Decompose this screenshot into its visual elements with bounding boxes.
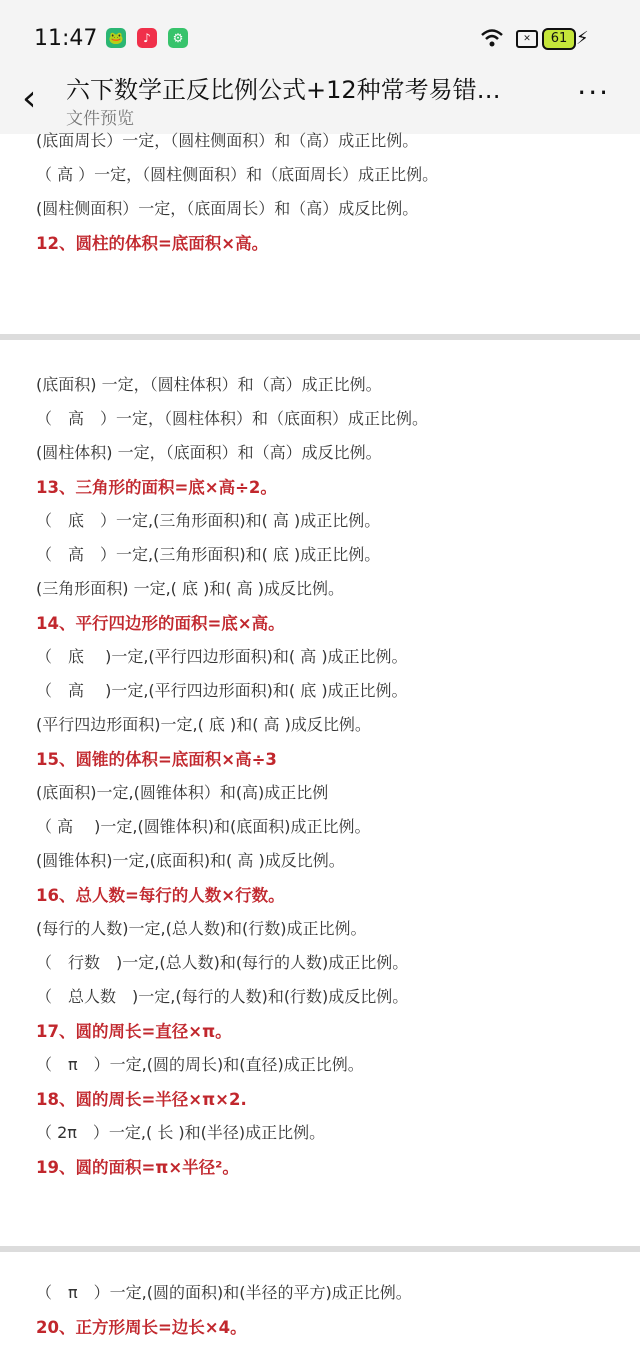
- text-line: （ 底 )一定,(平行四边形面积)和( 高 )成正比例。: [36, 647, 408, 666]
- text-line: (圆柱侧面积）一定，（底面周长）和（高）成反比例。: [36, 199, 419, 218]
- formula-heading: 16、总人数=每行的人数×行数。: [36, 886, 285, 905]
- document-page: [0, 131, 640, 334]
- document-page: [0, 340, 640, 1246]
- text-line: （ 高 ）一定，（圆柱体积）和（底面积）成正比例。: [36, 409, 429, 428]
- text-line: （ π ）一定,(圆的周长)和(直径)成正比例。: [36, 1055, 364, 1074]
- text-line: (底面周长）一定，（圆柱侧面积）和（高）成正比例。: [36, 131, 419, 150]
- charging-icon: ⚡: [576, 28, 589, 49]
- text-line: （ 高 ）一定,(三角形面积)和( 底 )成正比例。: [36, 545, 381, 564]
- battery-indicator: 61: [542, 28, 576, 50]
- formula-heading: 20、正方形周长=边长×4。: [36, 1318, 247, 1337]
- status-bar: [0, 0, 640, 64]
- formula-heading: 17、圆的周长=直径×π。: [36, 1022, 232, 1041]
- formula-heading: 19、圆的面积=π×半径²。: [36, 1158, 239, 1177]
- app-notification-icon: 🐸: [106, 28, 126, 48]
- formula-heading: 14、平行四边形的面积=底×高。: [36, 614, 285, 633]
- formula-heading: 15、圆锥的体积=底面积×高÷3: [36, 750, 277, 769]
- formula-heading: 12、圆柱的体积=底面积×高。: [36, 234, 269, 253]
- text-line: (平行四边形面积)一定,( 底 )和( 高 )成反比例。: [36, 715, 371, 734]
- text-line: （ 高 ）一定，（圆柱侧面积）和（底面周长）成正比例。: [36, 165, 439, 184]
- document-page: [0, 1252, 640, 1351]
- text-line: （ 高 )一定,(平行四边形面积)和( 底 )成正比例。: [36, 681, 408, 700]
- music-app-icon: ♪: [137, 28, 157, 48]
- text-line: （ 底 ）一定,(三角形面积)和( 高 )成正比例。: [36, 511, 381, 530]
- text-line: （ 高 )一定,(圆锥体积)和(底面积)成正比例。: [36, 817, 371, 836]
- text-line: （ 行数 )一定,(总人数)和(每行的人数)成正比例。: [36, 953, 409, 972]
- text-line: (圆锥体积)一定,(底面积)和( 高 )成反比例。: [36, 851, 345, 870]
- text-line: (三角形面积) 一定,( 底 )和( 高 )成反比例。: [36, 579, 344, 598]
- text-line: （ 总人数 )一定,(每行的人数)和(行数)成反比例。: [36, 987, 409, 1006]
- back-button[interactable]: ‹: [22, 78, 37, 119]
- text-line: (每行的人数)一定,(总人数)和(行数)成正比例。: [36, 919, 367, 938]
- sim-icon: ✕: [516, 30, 538, 48]
- text-line: (底面积) 一定，（圆柱体积）和（高）成正比例。: [36, 375, 382, 394]
- more-menu-button[interactable]: ···: [577, 76, 610, 109]
- clock: 11:47: [34, 26, 98, 51]
- document-title: 六下数学正反比例公式+12种常考易错…: [66, 76, 501, 104]
- app-notification-icon: ⚙: [168, 28, 188, 48]
- text-line: （ π ）一定,(圆的面积)和(半径的平方)成正比例。: [36, 1283, 412, 1302]
- text-line: (底面积)一定,(圆锥体积）和(高)成正比例: [36, 783, 329, 802]
- formula-heading: 13、三角形的面积=底×高÷2。: [36, 478, 277, 497]
- wifi-icon: [480, 28, 504, 48]
- formula-heading: 18、圆的周长=半径×π×2.: [36, 1090, 247, 1109]
- app-header: [0, 64, 640, 134]
- text-line: （ 2π ）一定,( 长 )和(半径)成正比例。: [36, 1123, 326, 1142]
- document-subtitle: 文件预览: [66, 109, 134, 129]
- text-line: (圆柱体积) 一定，（底面积）和（高）成反比例。: [36, 443, 382, 462]
